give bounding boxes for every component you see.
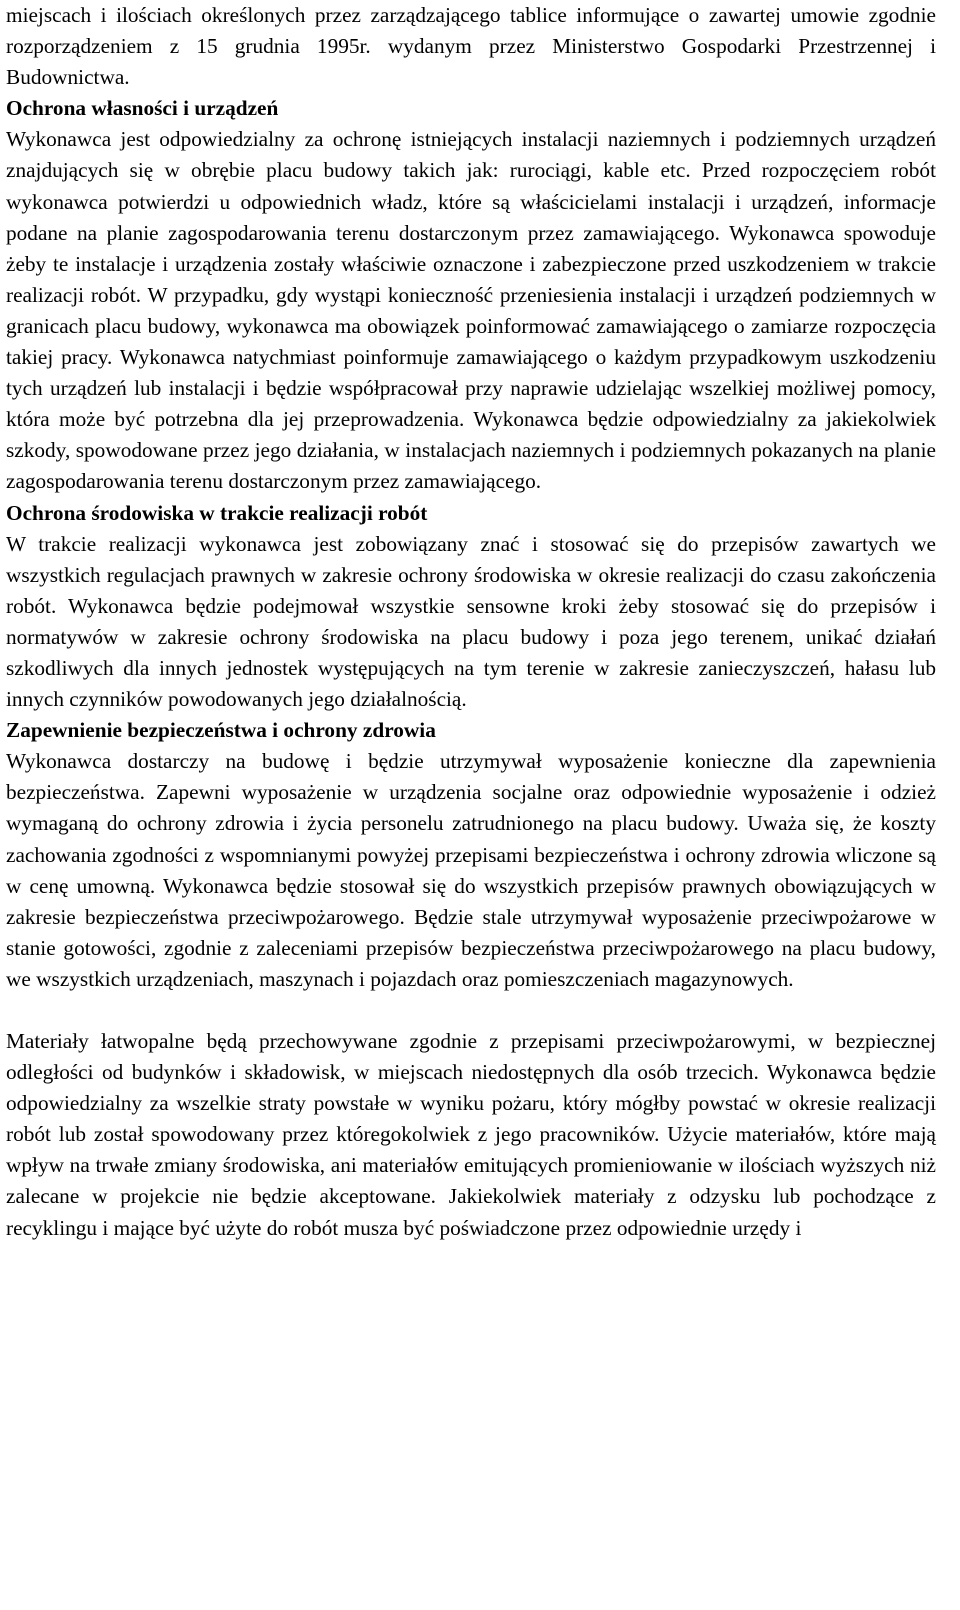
section-body-property-protection: Wykonawca jest odpowiedzialny za ochronę istniejących instalacji naziemnych i podziemnych urządzeń znajdujących się w obrębie placu budowy takich jak: rurociągi, kable etc. Przed rozpoczęciem robót wykonawca potwierdzi u odpowiednich władz, które są właścicielami instalacji i urządzeń, informacje podane na planie zagospodarowania terenu dostarczonym przez zamawiającego. Wykonawca spowoduje żeby te instalacje i urządzenia zostały właściwie oznaczone i zabezpieczone przed uszkodzeniem w trakcie realizacji robót. W przypadku, gdy wystąpi konieczność przeniesienia instalacji i urządzeń podziemnych w granicach placu budowy, wykonawca ma obowiązek poinformować zamawiającego o zamiarze rozpoczęcia takiej pracy. Wykonawca natychmiast poinformuje zamawiającego o każdym przypadkowym uszkodzeniu tych urządzeń lub instalacji i będzie współpracował przy naprawie udzielając wszelkiej możliwej pomocy, która może być potrzebna dla jej przeprowadzenia. Wykonawca będzie odpowiedzialny za jakiekolwiek szkody, spowodowane przez jego działania, w instalacjach naziemnych i podziemnych pokazanych na planie zagospodarowania terenu dostarczonym przez zamawiającego. xyxy=(6,127,936,494)
intro-paragraph: miejscach i ilościach określonych przez zarządzającego tablice informujące o zawartej umowie zgodnie rozporządzeniem z 15 grudnia 1995r. wydanym przez Ministerstwo Gospodarki Przestrzennej i Budownictwa. xyxy=(6,3,936,90)
section-body-environment-protection: W trakcie realizacji wykonawca jest zobowiązany znać i stosować się do przepisów zawartych we wszystkich regulacjach prawnych w zakresie ochrony środowiska w okresie realizacji do czasu zakończenia robót. Wykonawca będzie podejmował wszystkie sensowne kroki żeby stosować się do przepisów i normatywów w zakresie ochrony środowiska na placu budowy i poza jego terenem, unikać działań szkodliwych dla innych jednostek występujących na tym terenie w zakresie zanieczyszczeń, hałasu lub innych czynników powodowanych jego działalnością. xyxy=(6,531,936,712)
section-heading-environment-protection: Ochrona środowiska w trakcie realizacji robót xyxy=(6,500,428,525)
closing-paragraph: Materiały łatwopalne będą przechowywane zgodnie z przepisami przeciwpożarowymi, w bezpiecznej odległości od budynków i składowisk, w miejscach niedostępnych dla osób trzecich. Wykonawca będzie odpowiedzialny za wszelkie straty powstałe w wyniku pożaru, który mógłby powstać w okresie realizacji robót lub został spowodowany przez któregokolwiek z jego pracowników. Użycie materiałów, które mają wpływ na trwałe zmiany środowiska, ani materiałów emitujących promieniowanie w ilościach wyższych niż zalecane w projekcie nie będzie akceptowane. Jakiekolwiek materiały z odzysku lub pochodzące z recyklingu i mające być użyte do robót musza być poświadczone przez odpowiednie urzędy i xyxy=(6,1029,936,1240)
section-heading-safety-health: Zapewnienie bezpieczeństwa i ochrony zdrowia xyxy=(6,718,436,743)
document-page xyxy=(6,0,936,1244)
section-heading-property-protection: Ochrona własności i urządzeń xyxy=(6,96,279,121)
section-body-safety-health: Wykonawca dostarczy na budowę i będzie utrzymywał wyposażenie konieczne dla zapewnienia bezpieczeństwa. Zapewni wyposażenie w urządzenia socjalne oraz odpowiednie wyposażenie i odzież wymaganą do ochrony zdrowia i życia personelu zatrudnionego na placu budowy. Uważa się, że koszty zachowania zgodności z wspomnianymi powyżej przepisami bezpieczeństwa i ochrony zdrowia wliczone są w cenę umowną. Wykonawca będzie stosował się do wszystkich przepisów prawnych obowiązujących w zakresie bezpieczeństwa przeciwpożarowego. Będzie stale utrzymywał wyposażenie przeciwpożarowe w stanie gotowości, zgodnie z zaleceniami przepisów bezpieczeństwa przeciwpożarowego na placu budowy, we wszystkich urządzeniach, maszynach i pojazdach oraz pomieszczeniach magazynowych. xyxy=(6,749,936,991)
paragraph-gap xyxy=(6,995,936,1026)
